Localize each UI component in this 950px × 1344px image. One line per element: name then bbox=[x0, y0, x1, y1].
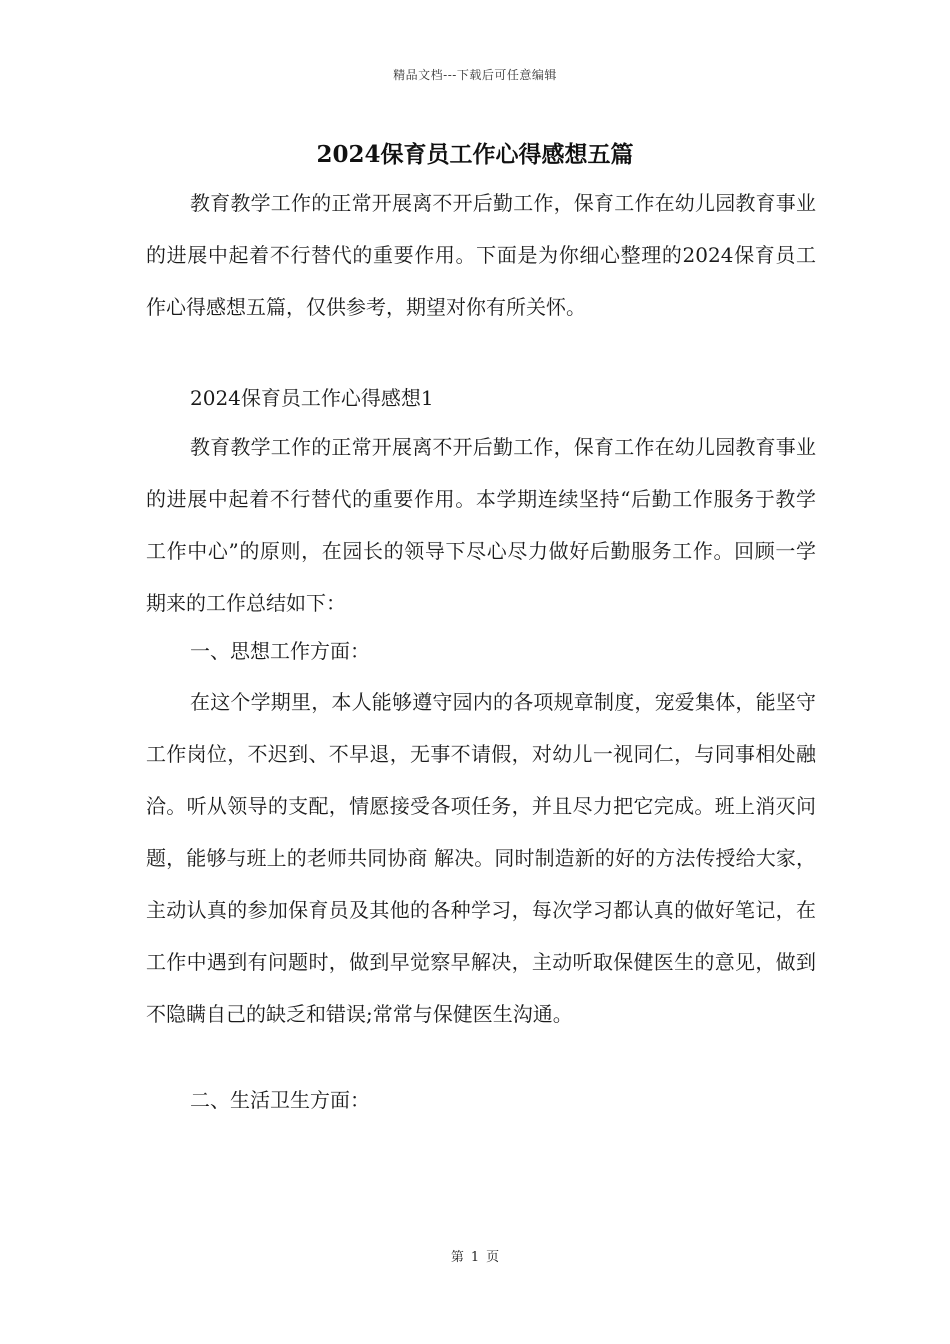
intro-paragraph: 教育教学工作的正常开展离不开后勤工作，保育工作在幼儿园教育事业的进展中起着不行替代的重要作用。下面是为你细心整理的2024保育员工作心得感想五篇，仅供参考，期望对你有所关怀。 bbox=[146, 191, 816, 319]
page-header: 精品文档---下载后可任意编辑 bbox=[393, 68, 557, 82]
section-heading-1: 一、思想工作方面： bbox=[190, 639, 370, 663]
subtitle-1: 2024保育员工作心得感想1 bbox=[190, 386, 434, 410]
page-number: 1 bbox=[470, 1250, 480, 1265]
footer-prefix: 第 bbox=[450, 1250, 464, 1265]
paragraph-1: 教育教学工作的正常开展离不开后勤工作，保育工作在幼儿园教育事业的进展中起着不行替代的重要作用。本学期连续坚持“后勤工作服务于教学工作中心”的原则，在园长的领导下尽心尽力做好后勤服务工作。回顾一学期来的工作总结如下： bbox=[146, 435, 816, 615]
paragraph-2: 在这个学期里，本人能够遵守园内的各项规章制度，宠爱集体，能坚守工作岗位，不迟到、不早退，无事不请假，对幼儿一视同仁，与同事相处融洽。听从领导的支配，情愿接受各项任务，并且尽力把它完成。班上消灭问题，能够与班上的老师共同协商 解决。同时制造新的好的方法传授给大家，主动认真的参加保育员及其他的各种学习，每次学习都认真的做好笔记，在工作中遇到有问题时，做到早觉察早解决，主动听取保健医生的意见，做到不隐瞒自己的缺乏和错误;常常与保健医生沟通。 bbox=[146, 690, 816, 1026]
footer-suffix: 页 bbox=[486, 1250, 500, 1265]
section-heading-2: 二、生活卫生方面： bbox=[190, 1088, 370, 1112]
page-footer bbox=[0, 1246, 950, 1265]
document-title: 2024保育员工作心得感想五篇 bbox=[316, 141, 634, 168]
